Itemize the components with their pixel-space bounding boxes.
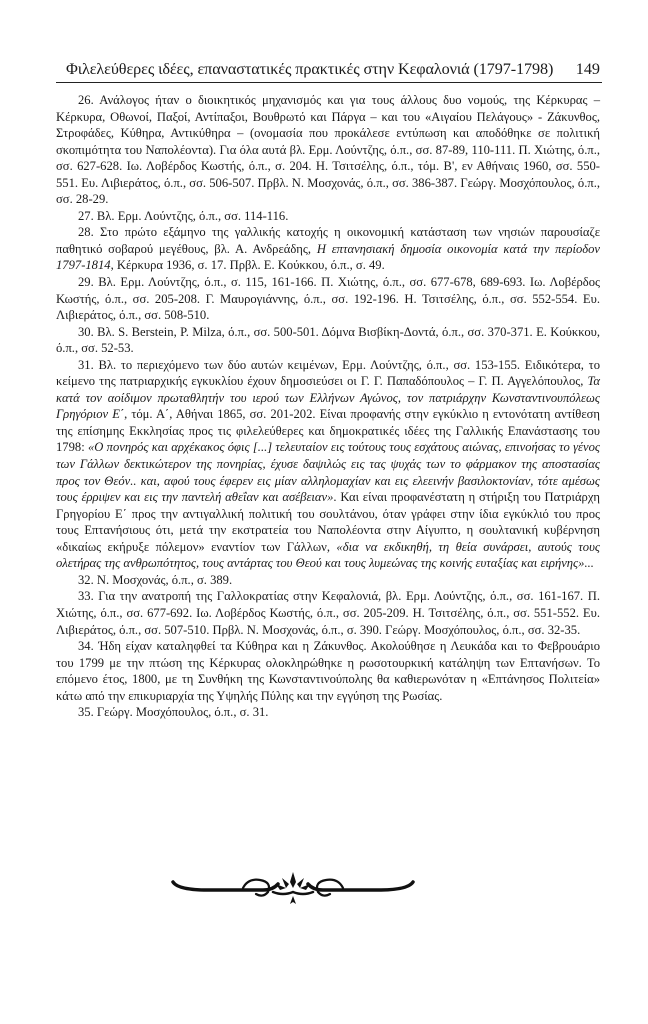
footnote-text: 28. Στο πρώτο εξάμηνο της γαλλικής κατοχής η οικονομική κατάσταση των νησιών παρουσίαζε παθητικό σοβαρού μεγέθους, βλ. Α. Ανδρεάδης, [56, 225, 600, 256]
italic-citation: «δια να εκδικηθή, τη θεία συνάρσει, αυτούς τους ολετήρας της ανθρωπότητος, τους αντάρτας του Θεού και τους λυμεώνας της κοινής ευταξίας και ειρήνης»... [56, 539, 600, 571]
footnote-text: , τόμ. Α΄, Αθήναι 1865, σσ. 201-202. Είναι προφανής στην εγκύκλιο η εντονότατη αντίθεση της επίσημης Εκκλησίας προς τις φιλελεύθερες και δημοκρατικές ιδέες της Γαλλικής Επανάστασης του 1798: [56, 407, 600, 455]
footnote-text: 34. Ήδη είχαν καταληφθεί τα Κύθηρα και η Ζάκυνθος. Ακολούθησε η Λευκάδα και το Φεβρουάριο του 1799 με την πτώση της Κέρκυρας ολοκληρώθηκε η ρωσοτουρκική κατάληψη των Επτανήσων. Το επόμενο έτος, 1800, με τη Συνθήκη της Κωνσταντινούπολης θα καθιερωνόταν η «Επτάνησος Πολιτεία» κάτω από την επικυριαρχία της Υψηλής Πύλης και την εγγύηση της Ρωσίας. [56, 639, 600, 703]
footnote-text: 32. Ν. Μοσχονάς, ό.π., σ. 389. [78, 572, 233, 587]
footnotes [56, 92, 600, 721]
page-number: 149 [575, 60, 600, 78]
footnote-text: 26. Ανάλογος ήταν ο διοικητικός μηχανισμός και για τους άλλους δυο νομούς, της Κέρκυρας – Κέρκυρα, Οθωνοί, Παξοί, Αντίπαξοι, Βουθρωτό και Πάργα – και του «Αιγαίου Πελάγους» - Ζάκυνθος, Στροφάδες, Κύθηρα, Αντικύθηρα – (ονομασία που προκάλεσε εντύπωση και αποδόθηκε σε πολιτική σκοπιμότητα του Ναπολέοντα). Για όλα αυτά βλ. Ερμ. Λούντζης, ό.π., σσ. 87-89, 110-111. Π. Χιώτης, ό.π., σσ. 627-628. Ιω. Λοβέρδος Κωστής, ό.π., σ. 204. Η. Τσιτσέλης, ό.π., τόμ. Β', εν Αθήναις 1960, σσ. 550-551. Ευ. Λιβιεράτος, ό.π., σσ. 506-507. Πρβλ. Ν. Μοσχονάς, ό.π., σσ. 386-387. Γεώργ. Μοσχόπουλος, ό.π., σσ. 28-29. [56, 93, 600, 207]
footnote-text: 33. Για την ανατροπή της Γαλλοκρατίας στην Κεφαλονιά, βλ. Ερμ. Λούντζης, ό.π., σσ. 161-167. Π. Χιώτης, ό.π., σσ. 677-692. Ιω. Λοβέρδος Κωστής, ό.π., σσ. 205-209. Η. Τσιτσέλης, ό.π., σσ. 551-552. Ευ. Λιβιεράτος, ό.π., σσ. 507-510. Πρβλ. Ν. Μοσχονάς, ό.π., σ. 390. Γεώργ. Μοσχόπουλος, ό.π., σσ. 32-35. [56, 589, 600, 637]
running-title: Φιλελεύθερες ιδέες, επαναστατικές πρακτικές στην Κεφαλονιά (1797-1798) [66, 60, 554, 78]
italic-citation: Η επτανησιακή δημοσία οικονομία κατά την περίοδον 1797-1814 [56, 241, 600, 273]
footnote-text: 35. Γεώργ. Μοσχόπουλος, ό.π., σ. 31. [78, 705, 269, 720]
footnote-text: 27. Βλ. Ερμ. Λούντζης, ό.π., σσ. 114-116. [78, 208, 289, 223]
footnote-text: 29. Βλ. Ερμ. Λούντζης, ό.π., σ. 115, 161-166. Π. Χιώτης, ό.π., σσ. 677-678, 689-693. Ιω. Λοβέρδος Κωστής, ό.π., σσ. 205-208. Γ. Μαυρογιάννης, ό.π., σσ. 192-196. Η. Τσιτσέλης, ό.π., σσ. 552-554. Ευ. Λιβιεράτος, ό.π., σσ. 508-510. [56, 275, 600, 323]
footnote-text: . Και είναι προφανέστατη η στήριξη του Πατριάρχη Γρηγορίου Ε΄ προς την αντιγαλλική πολιτική του σουλτάνου, όταν γράφει στην ίδια εγκύκλιό του προς τους Επτανήσιους ότι, μετά την εκστρατεία του Ναπολέοντα στην Αίγυπτο, η σουλτανική κυβέρνηση «δικαίως εκήρυξε πόλεμον» εναντίον των Γάλλων, [56, 490, 601, 554]
footnote-32 [56, 572, 600, 589]
footnote-28 [56, 224, 600, 274]
ornamental-divider-icon [168, 870, 418, 910]
italic-citation: Τα κατά τον αοίδιμον πρωταθλητήν του ιερού των Ελλήνων Αγώνος, τον πατριάρχην Κωνσταντινουπόλεως Γρηγόριον Ε΄ [56, 374, 600, 422]
footnote-text: 30. Βλ. S. Berstein, P. Milza, ό.π., σσ. 500-501. Δόμνα Βισβίκη-Δοντά, ό.π., σσ. 370-371. Ε. Κούκκου, ό.π., σσ. 52-53. [56, 324, 600, 356]
italic-citation: «Ο πονηρός και αρχέκακος όφις [...] τελευταίον εις τούτους τους εσχάτους αιώνας, επινοήσας το γένος των Γάλλων δεκτικώτερον της πονηρίας, έχυσε δαψιλώς εις τας ψυχάς των το φάρμακον της αποστασίας προς τον Θεόν.. και, αφού τους έφερεν εις μίαν αλληλομαχίαν και εις ελεεινήν βασιλοκτονίαν, τότε αμέσως τους έρριψεν και εις την παντελή αθεΐαν και ασέβειαν» [56, 440, 600, 505]
footnote-34 [56, 638, 600, 704]
footnote-33 [56, 588, 600, 638]
footnote-27 [56, 208, 600, 225]
footnote-text: , Κέρκυρα 1936, σ. 17. Πρβλ. Ε. Κούκκου, ό.π., σ. 49. [110, 258, 385, 273]
footnote-30 [56, 324, 600, 357]
footnote-text: 31. Βλ. το περιεχόμενο των δύο αυτών κειμένων, Ερμ. Λούντζης, ό.π., σσ. 153-155. Ειδικότερα, το κείμενο της πατριαρχικής εγκυκλίου έχουν δημοσιεύσει οι Γ. Γ. Παπαδόπουλος – Γ. Π. Αγγελόπουλος, [56, 357, 600, 389]
running-header [56, 58, 602, 83]
footnote-35 [56, 704, 600, 721]
footnote-26 [56, 92, 600, 208]
footnote-29 [56, 274, 600, 324]
footnote-31 [56, 357, 600, 572]
